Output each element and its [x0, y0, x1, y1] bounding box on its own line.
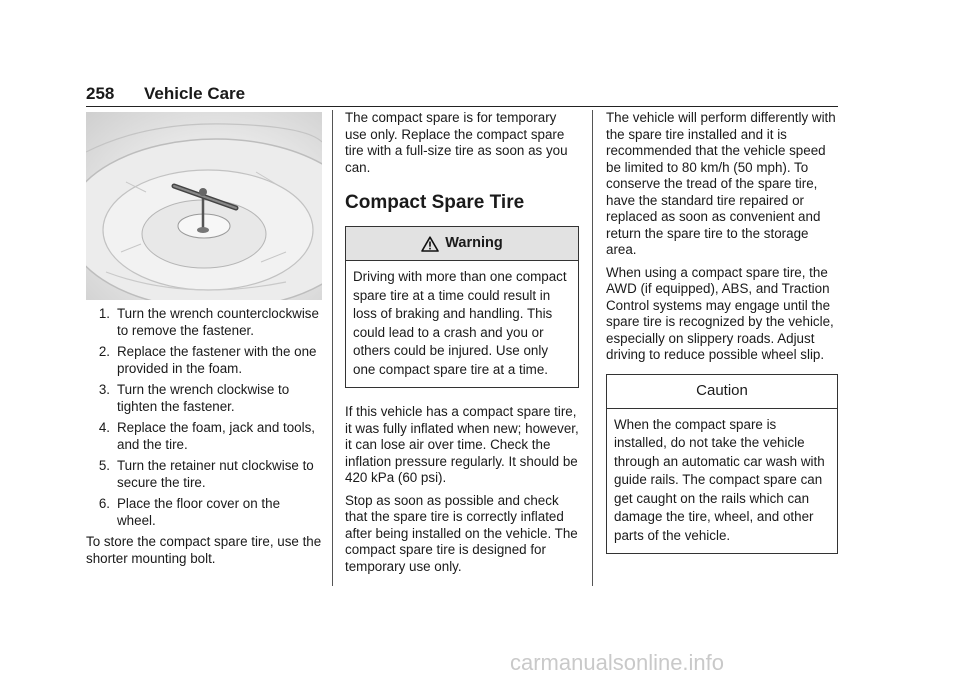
column-2 [345, 110, 579, 581]
column-divider [592, 110, 593, 586]
list-item: 3. Turn the wrench clockwise to tighten the fastener. [98, 382, 290, 414]
list-item: 2. Replace the fastener with the one provided in the foam. [98, 344, 317, 376]
list-item: 4. Replace the foam, jack and tools, and the tire. [98, 420, 315, 452]
speed-limit-paragraph: The vehicle will perform differently with the spare tire installed and it is recommended that the vehicle speed be limited to 80 km/h (50 mph). To conserve the tread of the spare tire, have the standard tire repaired or replaced as soon as convenient and return the spare tire to the storage area. [606, 110, 836, 257]
page-number: 258 [86, 84, 115, 103]
list-item: 5. Turn the retainer nut clockwise to secure the tire. [98, 458, 314, 490]
column-1 [86, 112, 322, 573]
column-3 [606, 110, 838, 570]
inflation-paragraph: If this vehicle has a compact spare tire, it was fully inflated when new; however, it can lose air over time. Check the inflation pressure regularly. It should be 420 kPa (60 psi). [345, 404, 579, 485]
list-item: 1. Turn the wrench counterclockwise to remove the fastener. [98, 306, 319, 338]
column-divider [332, 110, 333, 586]
page-header [86, 82, 838, 107]
caution-title: Caution [696, 381, 748, 399]
warning-text: Driving with more than one compact spare tire at a time could result in loss of braking and handling. This could lead to a crash and you or others could be injured. Use only one compact spare tire at a time. [353, 269, 567, 377]
warning-header [346, 227, 578, 261]
section-title: Vehicle Care [144, 84, 246, 103]
step-list [86, 306, 322, 529]
temporary-use-paragraph: The compact spare is for temporary use only. Replace the compact spare tire with a full-size tire as soon as you can. [345, 110, 568, 175]
caution-text: When the compact spare is installed, do not take the vehicle through an automatic car wash with guide rails. The compact spare can get caught on the rails which can damage the tire, wheel, and other parts of the vehicle. [614, 416, 825, 543]
warning-box [345, 226, 579, 388]
caution-header [607, 375, 837, 409]
warning-title: Warning [445, 235, 503, 252]
compact-spare-heading: Compact Spare Tire [345, 192, 525, 213]
warning-icon [421, 236, 439, 252]
check-inflation-paragraph: Stop as soon as possible and check that the spare tire is correctly inflated after being installed on the vehicle. The compact spare tire is designed for temporary use only. [345, 492, 578, 574]
list-item: 6. Place the floor cover on the wheel. [98, 496, 281, 528]
spare-tire-well-illustration [86, 112, 322, 300]
caution-box [606, 374, 838, 555]
watermark: carmanualsonline.info [510, 650, 725, 675]
traction-paragraph: When using a compact spare tire, the AWD (if equipped), ABS, and Traction Control systems may engage until the spare tire is recognized by the vehicle, especially on slippery roads. Adjust driving to reduce possible wheel slip. [606, 264, 834, 362]
storage-note: To store the compact spare tire, use the shorter mounting bolt. [86, 534, 322, 566]
spare-tire-well-drawing [86, 112, 322, 300]
